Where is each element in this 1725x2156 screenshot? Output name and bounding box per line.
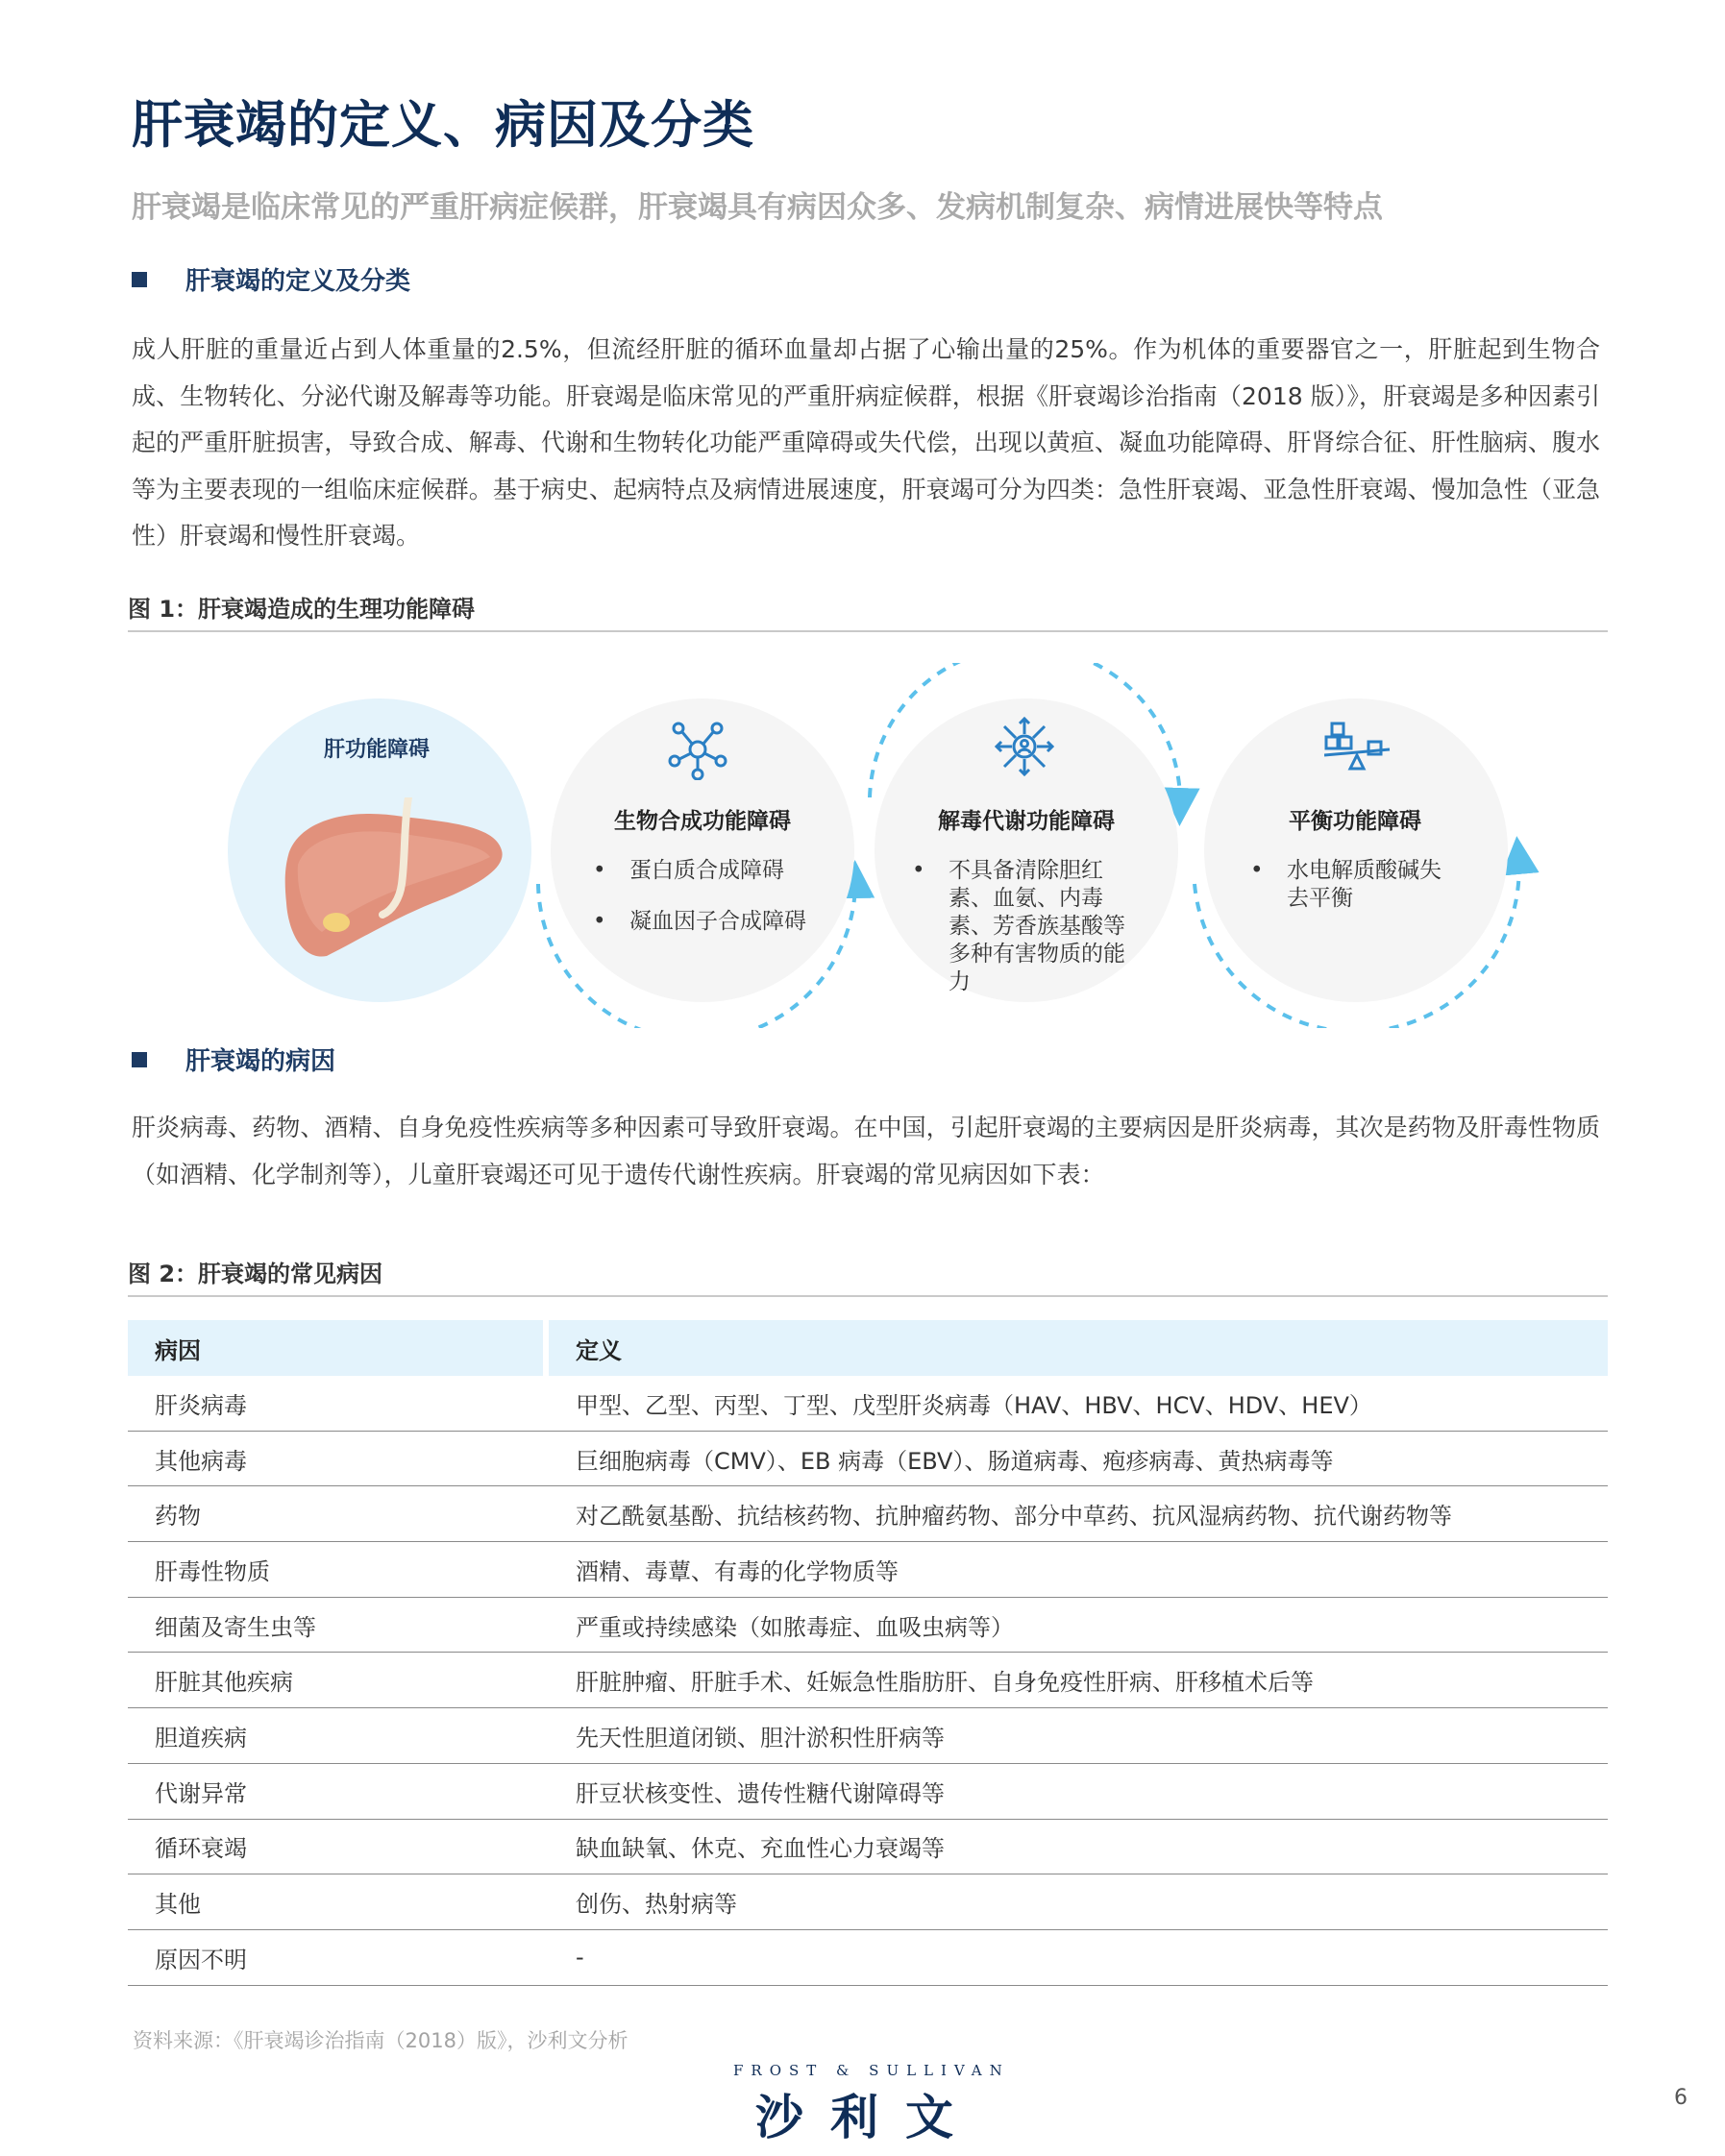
liver-icon <box>279 797 509 961</box>
page-title: 肝衰竭的定义、病因及分类 <box>132 96 754 155</box>
balance-bullet-1 <box>1250 857 1460 913</box>
causes-table <box>128 1320 1608 1986</box>
cause-cell: 循环衰竭 <box>155 1835 247 1863</box>
detox-arrows-icon <box>993 715 1056 778</box>
bullet-text: 水电解质酸碱失去平衡 <box>1287 858 1442 911</box>
figure1-caption: 图 1：肝衰竭造成的生理功能障碍 <box>128 596 476 623</box>
cause-cell: 药物 <box>155 1503 201 1531</box>
section-heading-causes <box>132 1041 335 1077</box>
table-row <box>128 1542 1608 1598</box>
function-impairment-diagram <box>0 663 1725 1028</box>
table-row <box>128 1598 1608 1654</box>
bullet-dot-icon: • <box>593 909 606 934</box>
figure1-divider <box>128 630 1608 632</box>
definition-cell: 对乙酰氨基酚、抗结核药物、抗肿瘤药物、部分中草药、抗风湿病药物、抗代谢药物等 <box>576 1503 1452 1531</box>
section-heading-text: 肝衰竭的定义及分类 <box>185 267 411 296</box>
table-row <box>128 1653 1608 1708</box>
table-row <box>128 1486 1608 1542</box>
bullet-text: 蛋白质合成障碍 <box>629 858 784 883</box>
bullet-dot-icon: • <box>1250 858 1264 883</box>
header-definition: 定义 <box>549 1320 1608 1376</box>
page-subtitle: 肝衰竭是临床常见的严重肝病症候群，肝衰竭具有病因众多、发病机制复杂、病情进展快等特点 <box>132 190 1383 225</box>
cause-cell: 胆道疾病 <box>155 1724 247 1752</box>
cause-cell: 其他 <box>155 1891 201 1919</box>
causes-paragraph: 肝炎病毒、药物、酒精、自身免疫性疾病等多种因素可导致肝衰竭。在中国，引起肝衰竭的主要病因是肝炎病毒，其次是药物及肝毒性物质（如酒精、化学制剂等），儿童肝衰竭还可见于遗传代谢性疾病。肝衰竭的常见病因如下表： <box>132 1114 1600 1188</box>
detox-bullet-1 <box>912 857 1146 996</box>
table-row <box>128 1874 1608 1930</box>
section-heading-definition <box>132 261 410 297</box>
molecule-network-icon <box>667 719 728 780</box>
liver-label: 肝功能障碍 <box>324 738 431 762</box>
table-row <box>128 1930 1608 1986</box>
biosynthesis-bullet-2 <box>593 908 806 936</box>
table-row <box>128 1708 1608 1764</box>
bullet-dot-icon: • <box>593 858 606 883</box>
figure2-caption: 图 2：肝衰竭的常见病因 <box>128 1261 383 1287</box>
cause-cell: 肝毒性物质 <box>155 1557 270 1585</box>
definition-cell: 酒精、毒蕈、有毒的化学物质等 <box>576 1557 899 1585</box>
cause-cell: 细菌及寄生虫等 <box>155 1613 316 1641</box>
definition-cell: 严重或持续感染（如脓毒症、血吸虫病等） <box>576 1613 1014 1641</box>
definition-cell: 肝脏肿瘤、肝脏手术、妊娠急性脂肪肝、自身免疫性肝病、肝移植术后等 <box>576 1669 1314 1697</box>
table-row <box>128 1432 1608 1487</box>
cause-cell: 其他病毒 <box>155 1447 247 1475</box>
source-note: 资料来源：《肝衰竭诊治指南（2018）版》，沙利文分析 <box>133 2029 628 2052</box>
definition-cell: 创伤、热射病等 <box>576 1891 737 1919</box>
section-heading-text: 肝衰竭的病因 <box>185 1047 336 1076</box>
definition-cell: 缺血缺氧、休克、充血性心力衰竭等 <box>576 1835 945 1863</box>
definition-cell: 巨细胞病毒（CMV）、EB 病毒（EBV）、肠道病毒、疱疹病毒、黄热病毒等 <box>576 1447 1334 1475</box>
header-cause: 病因 <box>128 1320 543 1376</box>
figure2-divider <box>128 1295 1608 1297</box>
definition-cell: 甲型、乙型、丙型、丁型、戊型肝炎病毒（HAV、HBV、HCV、HDV、HEV） <box>576 1391 1372 1419</box>
square-bullet-icon <box>132 272 147 287</box>
cause-cell: 代谢异常 <box>155 1779 247 1807</box>
brand-logo-en: FROST & SULLIVAN <box>733 2062 1010 2079</box>
biosynthesis-title: 生物合成功能障碍 <box>614 809 791 834</box>
table-row <box>128 1764 1608 1820</box>
bullet-text: 不具备清除胆红素、血氨、内毒素、芳香族基酸等多种有害物质的能力 <box>949 858 1125 994</box>
bullet-text: 凝血因子合成障碍 <box>629 909 806 934</box>
cause-cell: 肝脏其他疾病 <box>155 1669 293 1697</box>
definition-cell: 先天性胆道闭锁、胆汁淤积性肝病等 <box>576 1724 945 1752</box>
balance-scale-icon <box>1324 721 1393 774</box>
cause-cell: 肝炎病毒 <box>155 1391 247 1419</box>
definition-cell: 肝豆状核变性、遗传性糖代谢障碍等 <box>576 1779 945 1807</box>
table-row <box>128 1376 1608 1432</box>
page-number: 6 <box>1674 2086 1688 2110</box>
balance-title: 平衡功能障碍 <box>1289 809 1421 834</box>
biosynthesis-bullet-1 <box>593 857 784 885</box>
cause-cell: 原因不明 <box>155 1946 247 1973</box>
table-row <box>128 1820 1608 1875</box>
bullet-dot-icon: • <box>912 858 925 883</box>
detox-title: 解毒代谢功能障碍 <box>938 809 1115 834</box>
table-header <box>128 1320 1608 1376</box>
definition-paragraph: 成人肝脏的重量近占到人体重量的2.5%，但流经肝脏的循环血量却占据了心输出量的25%。作为机体的重要器官之一，肝脏起到生物合成、生物转化、分泌代谢及解毒等功能。肝衰竭是临床常见的严重肝病症候群，根据《肝衰竭诊治指南（2018 版）》，肝衰竭是多种因素引起的严重肝脏损害，导致合成、解毒、代谢和生物转化功能严重障碍或失代偿，出现以黄疸、凝血功能障碍、肝肾综合征、肝性脑病、腹水等为主要表现的一组临床症候群。基于病史、起病特点及病情进展速度，肝衰竭可分为四类：急性肝衰竭、亚急性肝衰竭、慢加急性（亚急性）肝衰竭和慢性肝衰竭。 <box>132 335 1600 550</box>
square-bullet-icon <box>132 1052 147 1067</box>
definition-cell: - <box>576 1944 584 1972</box>
brand-logo-cn: 沙利文 <box>755 2090 980 2145</box>
